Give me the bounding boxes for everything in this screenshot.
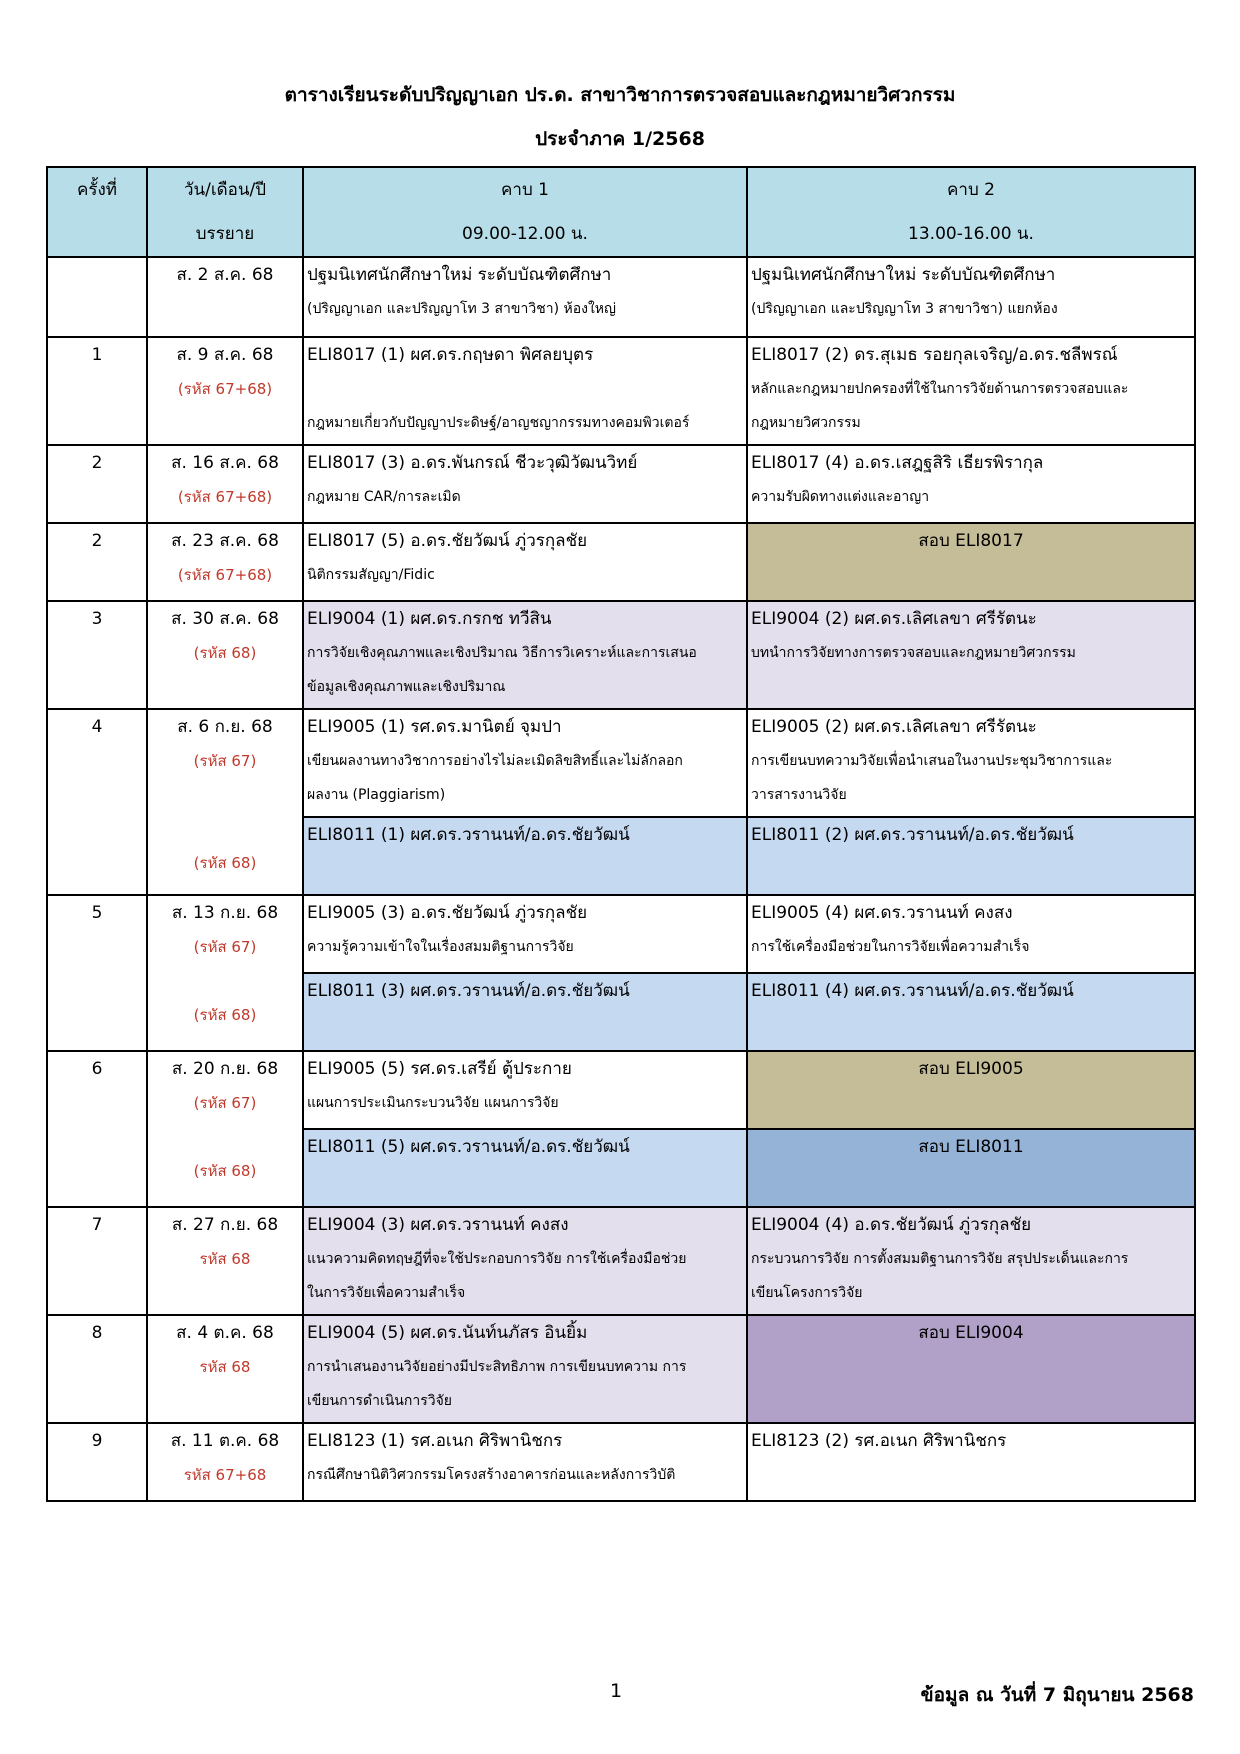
session-number: 9 (47, 1423, 147, 1501)
page-title: ตารางเรียนระดับปริญญาเอก ปร.ด. สาขาวิชาการตรวจสอบและกฎหมายวิศวกรรม (284, 84, 956, 106)
period-1-cell: ELI8011 (5) ผศ.ดร.วรานนท์/อ.ดร.ชัยวัฒน์ (303, 1129, 747, 1207)
session-date: ส. 27 ก.ย. 68 รหัส 68 (147, 1207, 303, 1315)
table-row (47, 1051, 1195, 1129)
schedule-table (46, 166, 1196, 1502)
table-row (47, 445, 1195, 523)
header-session: ครั้งที่ (47, 167, 147, 257)
exam-cell: สอบ ELI9005 (747, 1051, 1195, 1129)
session-number: 2 (47, 445, 147, 523)
session-number: 7 (47, 1207, 147, 1315)
period-2-cell: ELI8017 (4) อ.ดร.เสฎฐสิริ เธียรพิรากุล ความรับผิดทางแต่งและอาญา (747, 445, 1195, 523)
table-row (47, 1207, 1195, 1315)
period-1-cell: ELI9004 (1) ผศ.ดร.กรกช ทวีสิน การวิจัยเชิงคุณภาพและเชิงปริมาณ วิธีการวิเคราะห์และการเสนอ ข้อมูลเชิงคุณภาพและเชิงปริมาณ (303, 601, 747, 709)
exam-cell: สอบ ELI9004 (747, 1315, 1195, 1423)
period-2-cell: ELI9005 (2) ผศ.ดร.เลิศเลขา ศรีรัตนะ การเขียนบทความวิจัยเพื่อนำเสนอในงานประชุมวิชาการและ วารสารงานวิจัย (747, 709, 1195, 817)
period-2-cell: ปฐมนิเทศนักศึกษาใหม่ ระดับบัณฑิตศึกษา (ปริญญาเอก และปริญญาโท 3 สาขาวิชา) แยกห้อง (747, 257, 1195, 337)
period-2-cell: ELI9004 (4) อ.ดร.ชัยวัฒน์ ภู่วรกุลชัย กระบวนการวิจัย การตั้งสมมติฐานการวิจัย สรุปประเด็นและการ เขียนโครงการวิจัย (747, 1207, 1195, 1315)
period-1-cell: ELI9004 (3) ผศ.ดร.วรานนท์ คงสง แนวความคิดทฤษฎีที่จะใช้ประกอบการวิจัย การใช้เครื่องมือช่วย ในการวิจัยเพื่อความสำเร็จ (303, 1207, 747, 1315)
session-number: 3 (47, 601, 147, 709)
period-1-cell: ELI9004 (5) ผศ.ดร.นันท์นภัสร อินยิ้ม การนำเสนองานวิจัยอย่างมีประสิทธิภาพ การเขียนบทความ การ เขียนการดำเนินการวิจัย (303, 1315, 747, 1423)
exam-cell: สอบ ELI8017 (747, 523, 1195, 601)
period-1-cell: ELI8017 (5) อ.ดร.ชัยวัฒน์ ภู่วรกุลชัย นิติกรรมสัญญา/Fidic (303, 523, 747, 601)
session-number: 2 (47, 523, 147, 601)
period-2-cell: ELI8011 (4) ผศ.ดร.วรานนท์/อ.ดร.ชัยวัฒน์ (747, 973, 1195, 1051)
period-1-cell: ELI8011 (1) ผศ.ดร.วรานนท์/อ.ดร.ชัยวัฒน์ (303, 817, 747, 895)
page-subtitle: ประจำภาค 1/2568 (535, 128, 705, 150)
session-date: ส. 4 ต.ค. 68 รหัส 68 (147, 1315, 303, 1423)
period-1-cell: ELI9005 (1) รศ.ดร.มานิตย์ จุมปา เขียนผลงานทางวิชาการอย่างไรไม่ละเมิดลิขสิทธิ์และไม่ลักลอก ผลงาน (Plaggiarism) (303, 709, 747, 817)
header-date: วัน/เดือน/ปี บรรยาย (147, 167, 303, 257)
session-date: ส. 11 ต.ค. 68 รหัส 67+68 (147, 1423, 303, 1501)
session-date: ส. 9 ส.ค. 68 (รหัส 67+68) (147, 337, 303, 445)
header-period-2: คาบ 2 13.00-16.00 น. (747, 167, 1195, 257)
table-row (47, 601, 1195, 709)
table-row (47, 1423, 1195, 1501)
period-2-cell: ELI9004 (2) ผศ.ดร.เลิศเลขา ศรีรัตนะ บทนำการวิจัยทางการตรวจสอบและกฎหมายวิศวกรรม (747, 601, 1195, 709)
period-1-cell: ELI9005 (3) อ.ดร.ชัยวัฒน์ ภู่วรกุลชัย ความรู้ความเข้าใจในเรื่องสมมติฐานการวิจัย (303, 895, 747, 973)
period-1-cell: ELI8017 (3) อ.ดร.พันกรณ์ ชีวะวุฒิวัฒนวิทย์ กฎหมาย CAR/การละเมิด (303, 445, 747, 523)
session-number: 4 (47, 709, 147, 895)
session-date: ส. 30 ส.ค. 68 (รหัส 68) (147, 601, 303, 709)
header-row (47, 167, 1195, 257)
session-number: 1 (47, 337, 147, 445)
table-row (47, 523, 1195, 601)
page-number: 1 (610, 1680, 623, 1702)
exam-cell: สอบ ELI8011 (747, 1129, 1195, 1207)
session-number (47, 257, 147, 337)
table-row (47, 337, 1195, 445)
table-row (47, 895, 1195, 973)
table-row (47, 1315, 1195, 1423)
session-number: 5 (47, 895, 147, 1051)
session-number: 6 (47, 1051, 147, 1207)
session-date: ส. 23 ส.ค. 68 (รหัส 67+68) (147, 523, 303, 601)
period-1-cell: ELI8011 (3) ผศ.ดร.วรานนท์/อ.ดร.ชัยวัฒน์ (303, 973, 747, 1051)
session-date: ส. 6 ก.ย. 68 (รหัส 67) (รหัส 68) (147, 709, 303, 895)
period-2-cell: ELI9005 (4) ผศ.ดร.วรานนท์ คงสง การใช้เครื่องมือช่วยในการวิจัยเพื่อความสำเร็จ (747, 895, 1195, 973)
session-date: ส. 2 ส.ค. 68 (147, 257, 303, 337)
table-row (47, 709, 1195, 817)
session-date: ส. 16 ส.ค. 68 (รหัส 67+68) (147, 445, 303, 523)
period-1-cell: ELI9005 (5) รศ.ดร.เสรีย์ ตู้ประกาย แผนการประเมินกระบวนวิจัย แผนการวิจัย (303, 1051, 747, 1129)
period-1-cell: ปฐมนิเทศนักศึกษาใหม่ ระดับบัณฑิตศึกษา (ปริญญาเอก และปริญญาโท 3 สาขาวิชา) ห้องใหญ่ (303, 257, 747, 337)
period-2-cell: ELI8017 (2) ดร.สุเมธ รอยกุลเจริญ/อ.ดร.ชลีพรณ์ หลักและกฎหมายปกครองที่ใช้ในการวิจัยด้านการตรวจสอบและ กฎหมายวิศวกรรม (747, 337, 1195, 445)
session-date: ส. 13 ก.ย. 68 (รหัส 67) (รหัส 68) (147, 895, 303, 1051)
period-2-cell: ELI8123 (2) รศ.อเนก ศิริพานิชกร (747, 1423, 1195, 1501)
header-period-1: คาบ 1 09.00-12.00 น. (303, 167, 747, 257)
period-1-cell: ELI8123 (1) รศ.อเนก ศิริพานิชกร กรณีศึกษานิติวิศวกรรมโครงสร้างอาคารก่อนและหลังการวิบัติ (303, 1423, 747, 1501)
period-2-cell: ELI8011 (2) ผศ.ดร.วรานนท์/อ.ดร.ชัยวัฒน์ (747, 817, 1195, 895)
period-1-cell: ELI8017 (1) ผศ.ดร.กฤษดา พิศลยบุตร กฎหมายเกี่ยวกับปัญญาประดิษฐ์/อาญชญากรรมทางคอมพิวเตอร์ (303, 337, 747, 445)
session-date: ส. 20 ก.ย. 68 (รหัส 67) (รหัส 68) (147, 1051, 303, 1207)
table-row (47, 257, 1195, 337)
data-date-note: ข้อมูล ณ วันที่ 7 มิถุนายน 2568 (920, 1684, 1194, 1706)
session-number: 8 (47, 1315, 147, 1423)
